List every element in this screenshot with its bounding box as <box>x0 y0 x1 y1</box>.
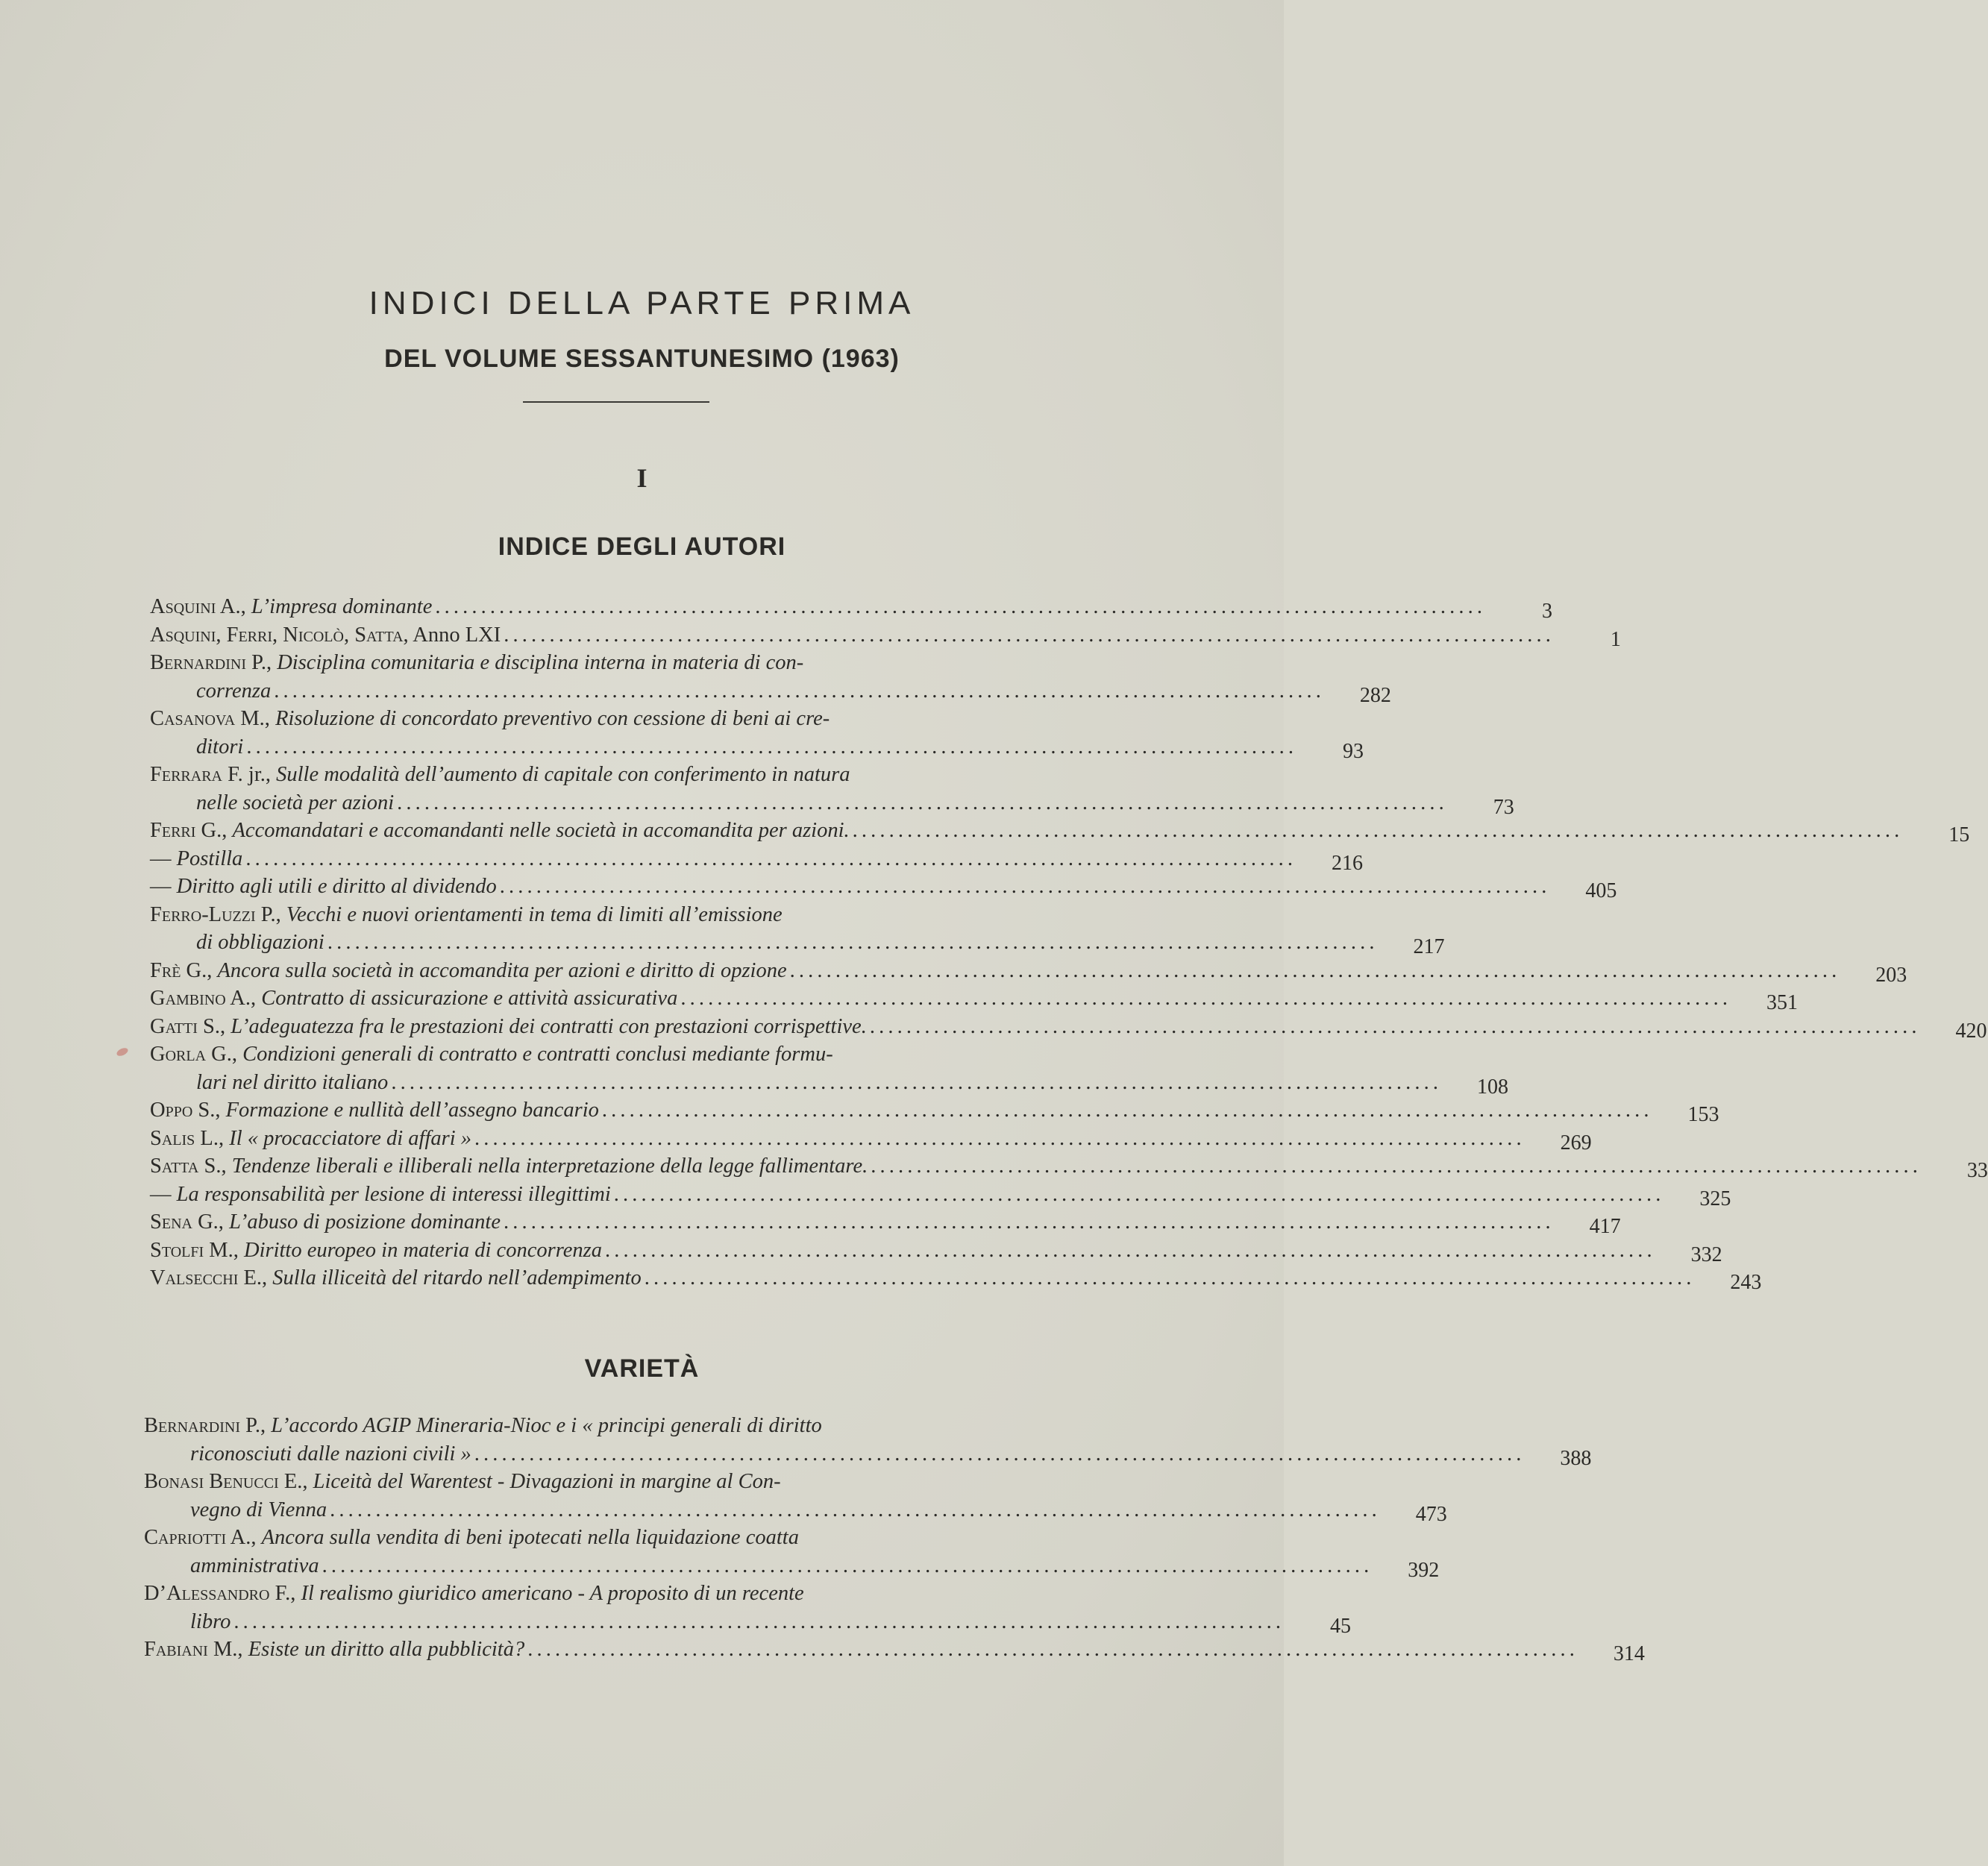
entry-line <box>150 957 1907 987</box>
entry-page-number: 73 <box>1493 795 1514 819</box>
entry-page-number: 269 <box>1560 1131 1592 1155</box>
entry-line <box>150 1152 1988 1182</box>
entry-page-number: 15 <box>1948 823 1970 846</box>
index-entry <box>144 1468 1447 1526</box>
entry-author-initials: G., <box>195 819 233 842</box>
entry-author-initials: A., <box>226 1526 262 1549</box>
entry-title: correnza <box>196 679 272 703</box>
index-entry <box>150 873 1617 902</box>
dot-leader <box>397 789 1443 817</box>
entry-line <box>150 705 1085 733</box>
entry-author: Satta <box>150 1155 199 1178</box>
index-entry <box>150 901 1445 958</box>
entry-text <box>144 1412 1079 1440</box>
entry-line <box>144 1636 1645 1665</box>
entry-author: Bernardini <box>144 1414 240 1437</box>
authors-heading: INDICE DEGLI AUTORI <box>498 533 786 561</box>
entry-title: Anno LXI <box>413 623 501 647</box>
entry-continuation-line <box>150 929 1445 958</box>
entry-author: Ferro-Luzzi <box>150 902 256 926</box>
entry-title: Sulle modalità dell’aumento di capitale con conferimento in natura <box>276 763 850 786</box>
entry-text <box>190 1608 231 1636</box>
entry-text <box>196 733 243 761</box>
entry-title: L’accordo AGIP Mineraria-Nioc e i « principi generali di diritto <box>271 1414 822 1437</box>
index-entry <box>150 1208 1621 1238</box>
entry-page-number: 314 <box>1613 1642 1645 1665</box>
index-entry <box>144 1580 1351 1638</box>
dot-leader <box>500 873 1546 901</box>
entry-title: vegno di Vienna <box>190 1498 327 1521</box>
dot-leader <box>853 817 1899 845</box>
entry-continuation-line <box>150 1069 1508 1099</box>
index-entry <box>150 649 1391 707</box>
entry-title: libro <box>190 1609 231 1633</box>
entry-title: Postilla <box>176 846 243 870</box>
dot-leader <box>871 1152 1917 1181</box>
index-entry <box>150 621 1621 651</box>
entry-author-initials: M., <box>235 707 276 730</box>
entry-title: Formazione e nullità dell’assegno bancario <box>225 1099 599 1122</box>
entry-page-number: 243 <box>1730 1271 1762 1294</box>
entry-title: Sulla illiceità del ritardo nell’adempimento <box>272 1266 642 1289</box>
entry-author-initials: S., <box>197 1014 231 1038</box>
entry-author-initials: G., <box>181 958 218 982</box>
entry-line <box>150 873 1617 902</box>
entry-author-initials: E., <box>278 1470 313 1493</box>
dot-leader <box>391 1069 1437 1097</box>
entry-page-number: 282 <box>1359 683 1391 707</box>
entry-text <box>150 761 1085 789</box>
entry-author-initials: L., <box>195 1126 230 1150</box>
index-entry <box>150 1096 1719 1126</box>
entry-line <box>150 1096 1719 1126</box>
dot-leader <box>233 1608 1280 1636</box>
entry-continuation-line <box>150 789 1514 819</box>
entry-author: Bonasi Benucci <box>144 1470 279 1493</box>
entry-line <box>150 1208 1621 1238</box>
index-entry <box>150 984 1798 1014</box>
entry-text <box>150 845 242 873</box>
dot-leader <box>474 1125 1521 1153</box>
entry-text <box>144 1580 1079 1608</box>
entry-page-number: 417 <box>1589 1215 1621 1238</box>
entry-author-initials: A., <box>216 595 251 618</box>
authors-index-list <box>150 593 1988 1294</box>
entry-continuation-line <box>144 1608 1351 1638</box>
dot-leader <box>274 677 1320 706</box>
dot-leader <box>504 621 1550 650</box>
entry-page-number: 153 <box>1687 1103 1719 1126</box>
entry-title: Ancora sulla vendita di beni ipotecati nella liquidazione coatta <box>261 1526 799 1549</box>
dot-leader <box>327 929 1374 957</box>
index-entry <box>150 705 1364 763</box>
index-entry <box>150 1040 1508 1099</box>
index-entry <box>150 593 1553 623</box>
index-entry <box>150 1125 1592 1155</box>
entry-continuation-line <box>144 1440 1592 1470</box>
entry-title: Vecchi e nuovi orientamenti in tema di limiti all’emissione <box>286 902 783 926</box>
index-entry <box>144 1524 1440 1582</box>
entry-text <box>190 1440 471 1468</box>
entry-line <box>150 984 1798 1014</box>
dot-leader <box>605 1237 1652 1265</box>
dot-leader <box>504 1208 1550 1237</box>
entry-page-number: 420 <box>1955 1019 1987 1043</box>
entry-title: lari nel diritto italiano <box>196 1070 389 1094</box>
entry-page-number: 45 <box>1330 1614 1351 1638</box>
dot-leader <box>645 1264 1691 1292</box>
section-number: I <box>636 463 647 493</box>
entry-text <box>150 1152 868 1181</box>
entry-page-number: 93 <box>1342 739 1364 763</box>
entry-text <box>150 957 787 985</box>
entry-line <box>144 1524 1079 1552</box>
entry-line <box>150 1181 1731 1210</box>
entry-page-number: 405 <box>1585 879 1617 902</box>
entry-text <box>150 1040 1085 1069</box>
entry-author-initials: E., <box>238 1266 273 1289</box>
entry-author: Ferri <box>150 819 196 842</box>
entry-author-initials: S., <box>198 1155 232 1178</box>
entry-title: Disciplina comunitaria e disciplina interna in materia di con- <box>277 651 804 674</box>
entry-author: Valsecchi <box>150 1266 239 1289</box>
entry-text <box>196 1069 388 1097</box>
entry-author-initials: P., <box>255 902 286 926</box>
entry-line <box>150 901 1085 929</box>
entry-title: Il realismo giuridico americano - A proposito di un recente <box>301 1582 804 1605</box>
entry-title: Diritto agli utili e diritto al dividendo <box>176 875 497 898</box>
index-entry <box>150 845 1363 875</box>
entry-line <box>144 1580 1079 1608</box>
index-entry <box>150 1181 1731 1210</box>
dot-leader <box>614 1181 1661 1209</box>
entry-line <box>150 1237 1722 1266</box>
entry-text <box>150 1264 642 1292</box>
entry-title: Liceità del Warentest - Divagazioni in margine al Con- <box>313 1470 781 1493</box>
entry-text <box>150 621 501 650</box>
entry-text <box>150 817 850 845</box>
entry-author: Gatti <box>150 1014 198 1038</box>
index-entry <box>150 1152 1988 1182</box>
entry-text <box>150 593 432 621</box>
index-entry <box>144 1636 1645 1665</box>
entry-text <box>150 1181 611 1209</box>
entry-author: Stolfi <box>150 1238 204 1262</box>
entry-author-initials: G., <box>206 1043 243 1066</box>
dot-leader <box>474 1440 1521 1468</box>
index-entry <box>150 761 1514 819</box>
entry-text <box>150 984 677 1013</box>
dot-leader <box>245 845 1292 873</box>
entry-line <box>144 1412 1079 1440</box>
entry-continuation-line <box>150 677 1391 707</box>
entry-line <box>150 845 1363 875</box>
entry-page-number: 473 <box>1415 1502 1447 1526</box>
entry-author: Fabiani <box>144 1638 208 1661</box>
dot-leader <box>527 1636 1574 1664</box>
entry-line <box>150 593 1553 623</box>
entry-text <box>190 1552 319 1580</box>
entry-title: Risoluzione di concordato preventivo con cessione di beni ai cre- <box>275 707 830 730</box>
entry-title: Esiste un diritto alla pubblicità? <box>248 1638 525 1661</box>
entry-line <box>150 621 1621 651</box>
entry-author-initials: F. jr., <box>222 763 277 786</box>
varieta-index-list <box>144 1412 1645 1665</box>
entry-title: Condizioni generali di contratto e contratti conclusi mediante formu- <box>242 1043 833 1066</box>
entry-text <box>150 1237 602 1265</box>
title-divider <box>523 401 709 403</box>
entry-page-number: 351 <box>1766 991 1798 1014</box>
entry-page-number: 388 <box>1560 1446 1592 1470</box>
entry-text <box>190 1496 327 1524</box>
entry-author-initials: P., <box>240 1414 272 1437</box>
entry-title: Tendenze liberali e illiberali nella interpretazione della legge fallimentare. <box>231 1155 868 1178</box>
entry-author: Frè <box>150 958 181 982</box>
entry-continuation-line <box>150 733 1364 763</box>
page-subtitle: DEL VOLUME SESSANTUNESIMO (1963) <box>384 345 900 373</box>
entry-text <box>144 1468 1079 1496</box>
entry-text <box>150 1208 501 1237</box>
entry-author: Asquini <box>150 595 216 618</box>
entry-author-initials: — <box>150 875 177 898</box>
entry-page-number: 392 <box>1408 1558 1440 1582</box>
dot-leader <box>790 957 1837 985</box>
entry-text <box>150 649 1085 677</box>
entry-author-initials: — <box>150 846 177 870</box>
entry-title: Accomandatari e accomandanti nelle società in accomandita per azioni. <box>232 819 850 842</box>
index-entry <box>150 1237 1722 1266</box>
entry-title: L’impresa dominante <box>251 595 433 618</box>
dot-leader <box>322 1552 1369 1580</box>
dot-leader <box>330 1496 1376 1524</box>
entry-author-initials: P., <box>246 651 277 674</box>
entry-author-initials: F., <box>269 1582 301 1605</box>
page-title: INDICI DELLA PARTE PRIMA <box>369 285 915 321</box>
entry-title: nelle società per azioni <box>196 791 395 814</box>
dot-leader <box>435 593 1481 621</box>
entry-title: Ancora sulla società in accomandita per azioni e diritto di opzione <box>217 958 787 982</box>
entry-page-number: 203 <box>1875 963 1907 987</box>
index-entry <box>150 1013 1987 1043</box>
index-entry <box>150 1264 1762 1294</box>
entry-continuation-line <box>144 1496 1447 1526</box>
entry-line <box>150 1125 1592 1155</box>
entry-author: Capriotti <box>144 1526 227 1549</box>
entry-author-initials: G., <box>192 1210 230 1234</box>
entry-author: Asquini, Ferri, Nicolò, Satta, <box>150 623 409 647</box>
entry-author: Sena <box>150 1210 192 1234</box>
entry-author-initials: S., <box>192 1099 226 1122</box>
dot-leader <box>246 733 1293 761</box>
entry-title: La responsabilità per lesione di interessi illegittimi <box>176 1182 611 1206</box>
entry-author: Bernardini <box>150 651 246 674</box>
entry-text <box>150 705 1085 733</box>
index-entry <box>144 1412 1592 1470</box>
entry-author-initials: — <box>150 1182 177 1206</box>
entry-author: Casanova <box>150 707 236 730</box>
entry-line <box>150 817 1970 846</box>
entry-text <box>150 1096 599 1125</box>
entry-page-number: 216 <box>1331 851 1363 875</box>
varieta-heading: VARIETÀ <box>584 1354 700 1383</box>
entry-text <box>144 1636 524 1664</box>
entry-author: Gorla <box>150 1043 207 1066</box>
entry-line <box>150 761 1085 789</box>
entry-title: amministrativa <box>190 1554 319 1577</box>
entry-title: L’adeguatezza fra le prestazioni dei contratti con prestazioni corrispettive. <box>231 1014 867 1038</box>
pencil-mark <box>116 1046 129 1058</box>
entry-title: di obbligazioni <box>196 931 324 954</box>
entry-line <box>150 649 1085 677</box>
entry-title: riconosciuti dalle nazioni civili » <box>190 1442 471 1466</box>
entry-page-number: 325 <box>1699 1187 1731 1210</box>
entry-author: Oppo <box>150 1099 193 1122</box>
entry-text <box>196 677 271 706</box>
entry-author: D’Alessandro <box>144 1582 270 1605</box>
entry-text <box>150 1125 471 1153</box>
entry-page-number: 3 <box>1542 600 1553 623</box>
entry-author-initials: M., <box>207 1638 248 1661</box>
entry-line <box>144 1468 1079 1496</box>
index-entry <box>150 817 1970 846</box>
entry-page-number: 108 <box>1476 1075 1508 1099</box>
entry-line <box>150 1264 1762 1294</box>
entry-title: Diritto europeo in materia di concorrenza <box>244 1238 602 1262</box>
entry-text <box>150 1013 867 1041</box>
entry-author: Ferrara <box>150 763 222 786</box>
entry-title: Il « procacciatore di affari » <box>229 1126 472 1150</box>
entry-continuation-line <box>144 1552 1440 1582</box>
entry-line <box>150 1013 1987 1043</box>
entry-text <box>150 873 497 901</box>
entry-page-number: 217 <box>1413 935 1445 958</box>
entry-text <box>196 789 394 817</box>
entry-author: Gambino <box>150 987 226 1010</box>
entry-page-number: 1 <box>1610 627 1621 651</box>
entry-page-number: 33 <box>1966 1159 1988 1182</box>
entry-author: Salis <box>150 1126 195 1150</box>
entry-author-initials: A., <box>225 987 262 1010</box>
entry-line <box>150 1040 1085 1069</box>
entry-page-number: 332 <box>1690 1243 1722 1266</box>
entry-author-initials: M., <box>204 1238 244 1262</box>
entry-text <box>144 1524 1079 1552</box>
entry-title: L’abuso di posizione dominante <box>229 1210 501 1234</box>
entry-text <box>150 901 1085 929</box>
entry-title: ditori <box>196 735 244 758</box>
dot-leader <box>680 984 1727 1013</box>
entry-title: Contratto di assicurazione e attività assicurativa <box>261 987 678 1010</box>
entry-text <box>196 929 324 957</box>
index-entry <box>150 957 1907 987</box>
